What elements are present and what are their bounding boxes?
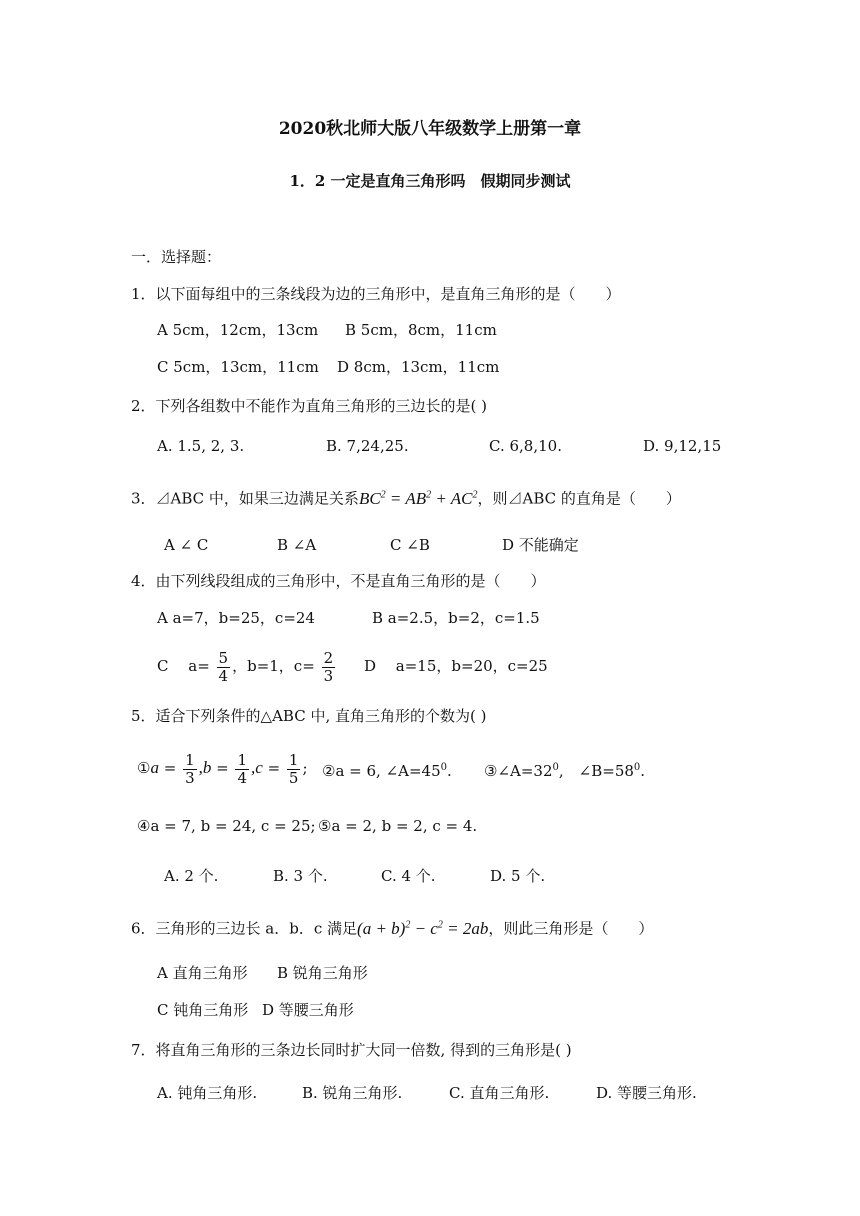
question-1-option-b: B 5cm，8cm，11cm	[345, 321, 497, 339]
question-4-option-c: C a= $\frac{5}{4}$ ，b=1，c= $\frac{2}{3}$	[157, 648, 334, 685]
question-5-option-b: B. 3 个.	[273, 867, 328, 885]
question-1-option-a: A 5cm，12cm，13cm	[157, 321, 319, 339]
question-4-option-b: B a=2.5，b=2，c=1.5	[372, 609, 540, 627]
question-2-stem: 2．下列各组数中不能作为直角三角形的三边长的是( )	[131, 397, 488, 415]
fraction-one-third: $\frac{1}{3}$	[185, 750, 195, 787]
question-4-option-d: D a=15，b=20，c=25	[364, 657, 548, 675]
question-4-option-a: A a=7，b=25，c=24	[157, 609, 315, 627]
question-7-option-a: A. 钝角三角形.	[157, 1084, 258, 1102]
question-2-option-a: A. 1.5, 2, 3.	[157, 437, 245, 455]
question-3-option-a: A ∠ C	[164, 536, 209, 554]
question-3-equation: $BC^2 = AB^2 + AC^2$	[358, 488, 478, 508]
question-7-option-d: D. 等腰三角形.	[596, 1084, 697, 1102]
fraction-five-fourths: $\frac{5}{4}$	[218, 648, 229, 685]
question-3-stem-pre: 3．⊿ABC 中，如果三边满足关系	[131, 489, 359, 508]
question-6-option-a: A 直角三角形	[157, 964, 248, 982]
question-1-option-c: C 5cm，13cm，11cm	[157, 358, 319, 376]
question-1-option-d: D 8cm，13cm，11cm	[337, 358, 500, 376]
question-5-item-3: $③\angle A=32^0$, $\angle B=58^0$.	[484, 762, 646, 780]
question-5-option-a: A. 2 个.	[164, 867, 219, 885]
question-5-option-d: D. 5 个.	[490, 867, 546, 885]
fraction-one-fourth: $\frac{1}{4}$	[237, 750, 248, 787]
question-5-item-2: ②a = 6, $\angle A=45^0$.	[322, 762, 452, 780]
question-1-stem: 1．以下面每组中的三条线段为边的三角形中，是直角三角形的是（ ）	[131, 285, 621, 303]
question-3-stem-post: ，则⊿ABC 的直角是（ ）	[477, 489, 681, 508]
question-7-option-c: C. 直角三角形.	[449, 1084, 550, 1102]
question-3-stem	[131, 484, 681, 510]
question-7-option-b: B. 锐角三角形.	[302, 1084, 403, 1102]
question-5-item-1: ①a = $\frac{1}{3}$ ,b = $\frac{1}{4}$ ,c = $\frac{1}{5}$ ;	[137, 750, 308, 787]
question-6-option-b: B 锐角三角形	[277, 964, 368, 982]
document-subtitle: 1．2 一定是直角三角形吗 假期同步测试	[289, 172, 571, 190]
fraction-two-thirds: $\frac{2}{3}$	[323, 648, 334, 685]
question-6-option-d: D 等腰三角形	[262, 1001, 354, 1019]
question-5-stem: 5．适合下列条件的△ABC 中, 直角三角形的个数为( )	[131, 707, 487, 725]
question-2-option-c: C. 6,8,10.	[489, 437, 562, 455]
fraction-one-fifth: $\frac{1}{5}$	[288, 750, 299, 787]
question-6-stem: 6．三角形的三边长 a．b．c 满足$(a + b)^2 - c^2 = 2ab$，则此三角形是（ ）	[131, 918, 654, 938]
question-6-equation: $(a + b)^2 - c^2 = 2ab$	[357, 918, 489, 938]
document-title: 2020秋北师大版八年级数学上册第一章	[278, 119, 582, 139]
section-heading: 一．选择题：	[131, 248, 222, 266]
question-3-option-b: B ∠A	[277, 536, 317, 554]
question-3-option-c: C ∠B	[390, 536, 430, 554]
question-2-option-b: B. 7,24,25.	[326, 437, 409, 455]
question-2-option-d: D. 9,12,15	[643, 437, 722, 455]
question-5-option-c: C. 4 个.	[381, 867, 436, 885]
question-5-item-4: ④a = 7, b = 24, c = 25;	[137, 817, 316, 835]
question-3-option-d: D 不能确定	[502, 536, 579, 554]
question-4-stem: 4．由下列线段组成的三角形中，不是直角三角形的是（ ）	[131, 572, 546, 590]
question-5-item-5: ⑤a = 2, b = 2, c = 4.	[318, 817, 478, 835]
question-7-stem: 7．将直角三角形的三条边长同时扩大同一倍数, 得到的三角形是( )	[131, 1041, 572, 1059]
question-6-option-c: C 钝角三角形	[157, 1001, 249, 1019]
